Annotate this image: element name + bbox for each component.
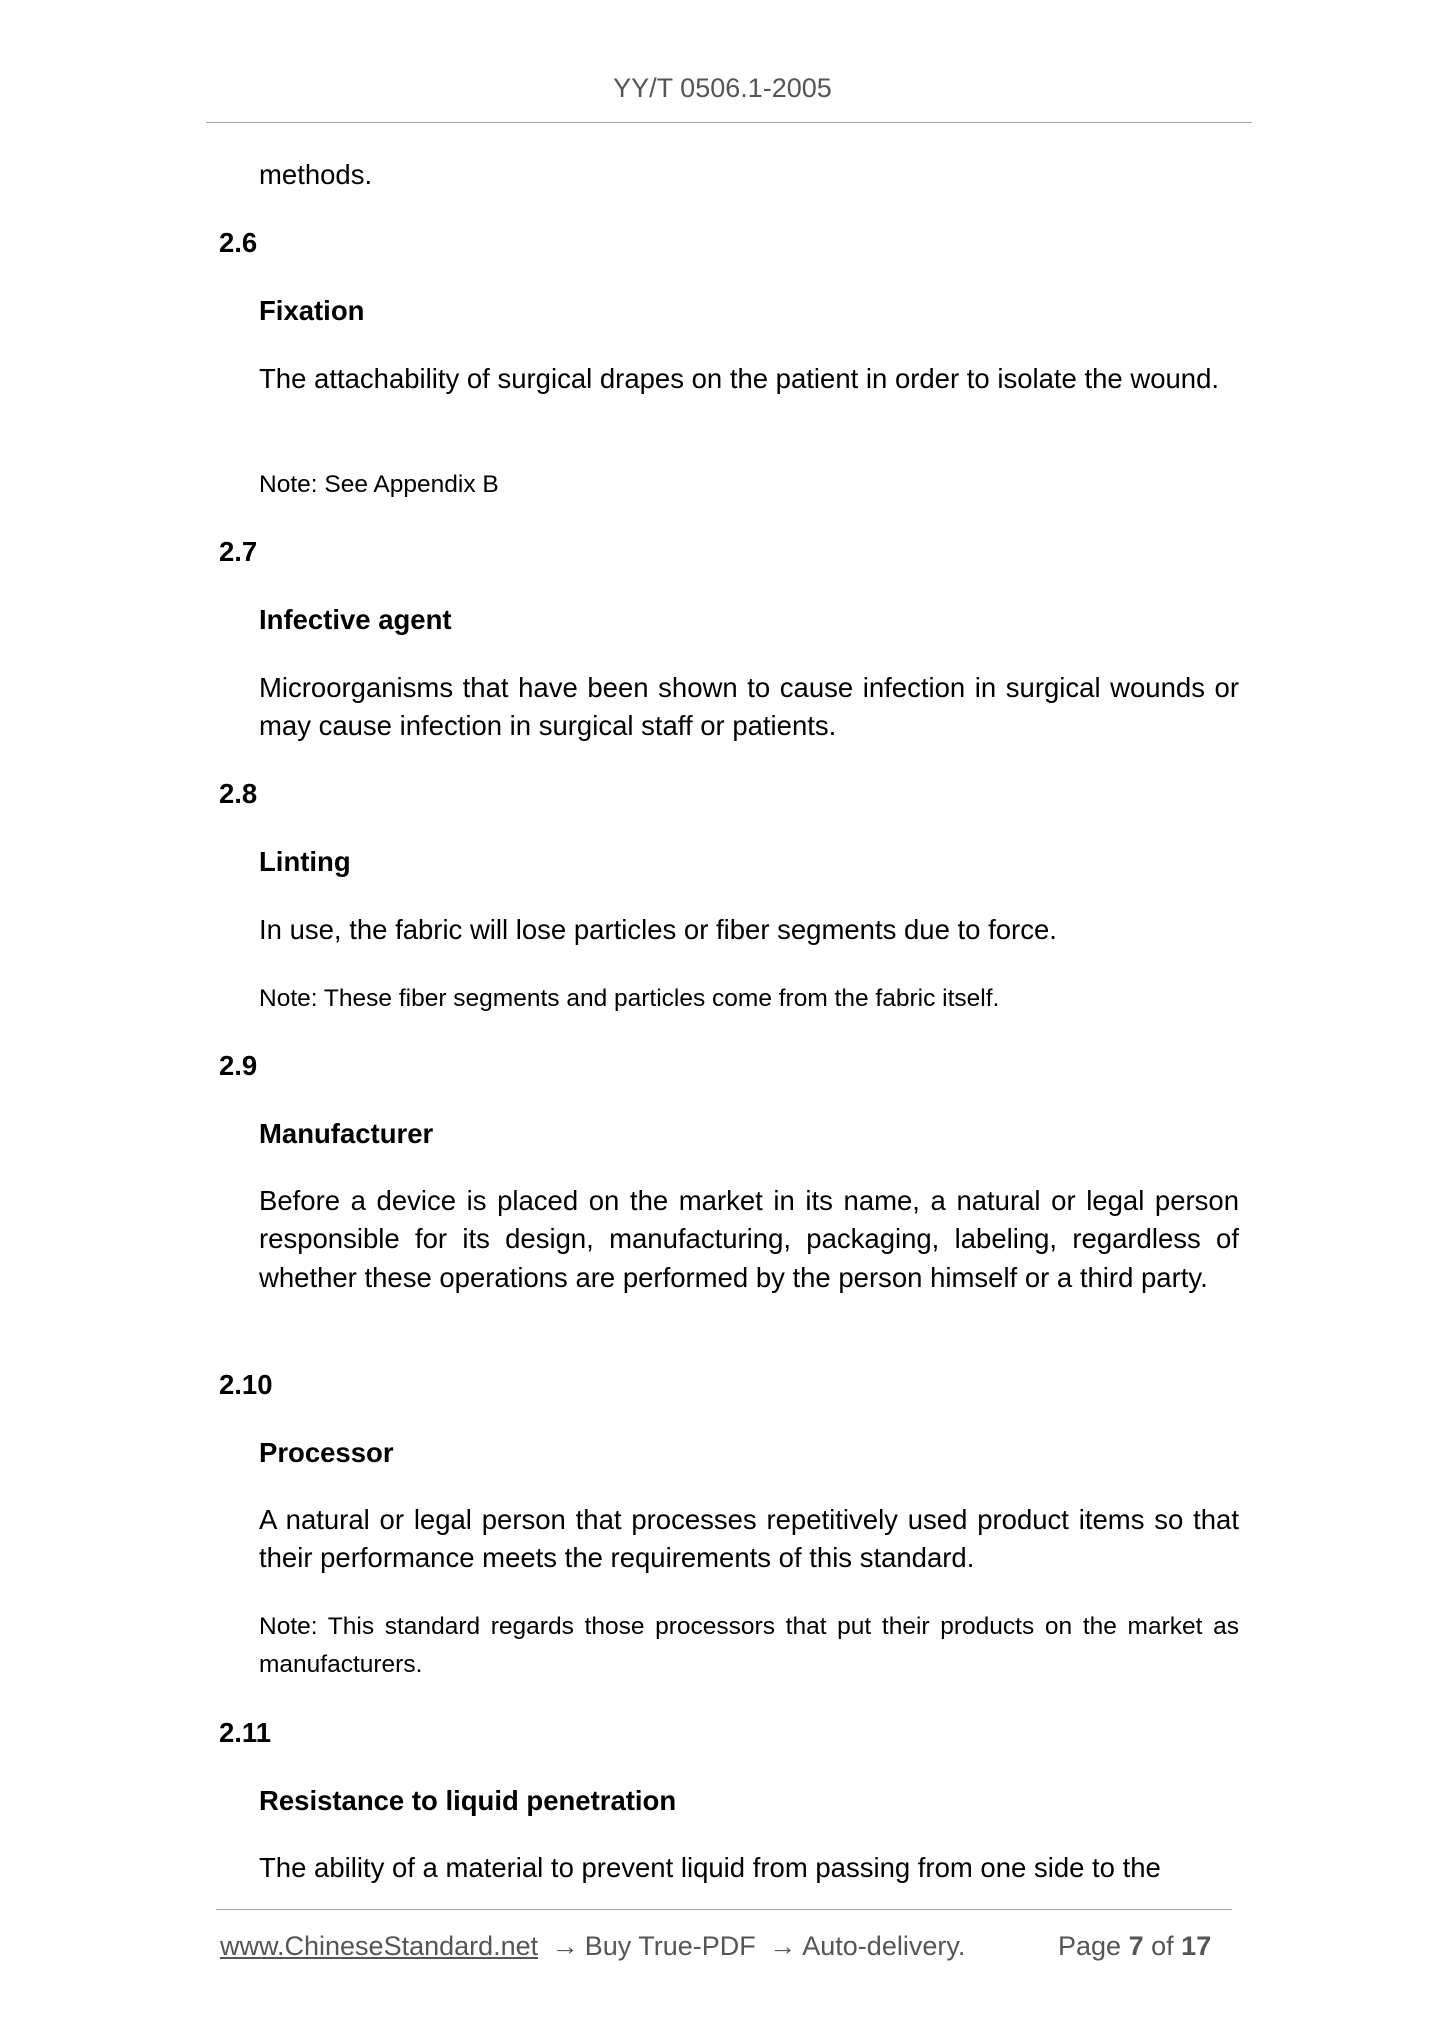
definition-resistance-to-liquid-penetration: The ability of a material to prevent liquid from passing from one side to the — [259, 1852, 1161, 1883]
section-number-2-7: 2.7 — [219, 536, 258, 567]
note-processor: Note: This standard regards those processors that put their products on the market as manufacturers. — [259, 1613, 1239, 1679]
website-link[interactable]: www.ChineseStandard.net — [220, 1931, 539, 1961]
term-linting: Linting — [259, 846, 351, 877]
arrow-right-icon: → — [551, 1931, 579, 1961]
section-number-2-8: 2.8 — [219, 778, 258, 809]
of-label: of — [1151, 1931, 1174, 1961]
continuation-text: methods. — [259, 159, 373, 190]
total-pages-number: 17 — [1181, 1931, 1212, 1961]
buy-true-pdf-text: Buy True-PDF — [584, 1931, 756, 1961]
footer-promo — [220, 1929, 965, 1963]
note-linting: Note: These fiber segments and particles come from the fabric itself. — [259, 985, 1000, 1012]
section-number-2-9: 2.9 — [219, 1050, 258, 1081]
page-label: Page — [1058, 1931, 1122, 1961]
term-infective-agent: Infective agent — [259, 604, 452, 635]
section-number-2-6: 2.6 — [219, 227, 258, 258]
definition-linting: In use, the fabric will lose particles or fiber segments due to force. — [259, 914, 1057, 945]
arrow-right-icon: → — [769, 1931, 797, 1961]
definition-processor: A natural or legal person that processes repetitively used product items so that their performance meets the requirements of this standard. — [259, 1504, 1239, 1574]
footer-divider — [216, 1909, 1232, 1910]
page-header-title: YY/T 0506.1-2005 — [613, 73, 832, 103]
term-fixation: Fixation — [259, 295, 365, 326]
note-fixation: Note: See Appendix B — [259, 471, 499, 498]
term-resistance-to-liquid-penetration: Resistance to liquid penetration — [259, 1785, 677, 1816]
page-indicator — [1058, 1929, 1211, 1963]
term-processor: Processor — [259, 1437, 394, 1468]
current-page-number: 7 — [1128, 1931, 1144, 1961]
definition-fixation: The attachability of surgical drapes on the patient in order to isolate the wound. — [259, 363, 1220, 394]
section-number-2-10: 2.10 — [219, 1369, 273, 1400]
definition-manufacturer: Before a device is placed on the market in its name, a natural or legal person responsible for its design, manufacturing, packaging, labeling, regardless of whether these operations are performed by the person himself or a third party. — [259, 1185, 1239, 1293]
section-number-2-11: 2.11 — [219, 1717, 272, 1748]
definition-infective-agent: Microorganisms that have been shown to cause infection in surgical wounds or may cause infection in surgical staff or patients. — [259, 672, 1239, 742]
term-manufacturer: Manufacturer — [259, 1118, 434, 1149]
auto-delivery-text: Auto-delivery. — [802, 1931, 966, 1961]
